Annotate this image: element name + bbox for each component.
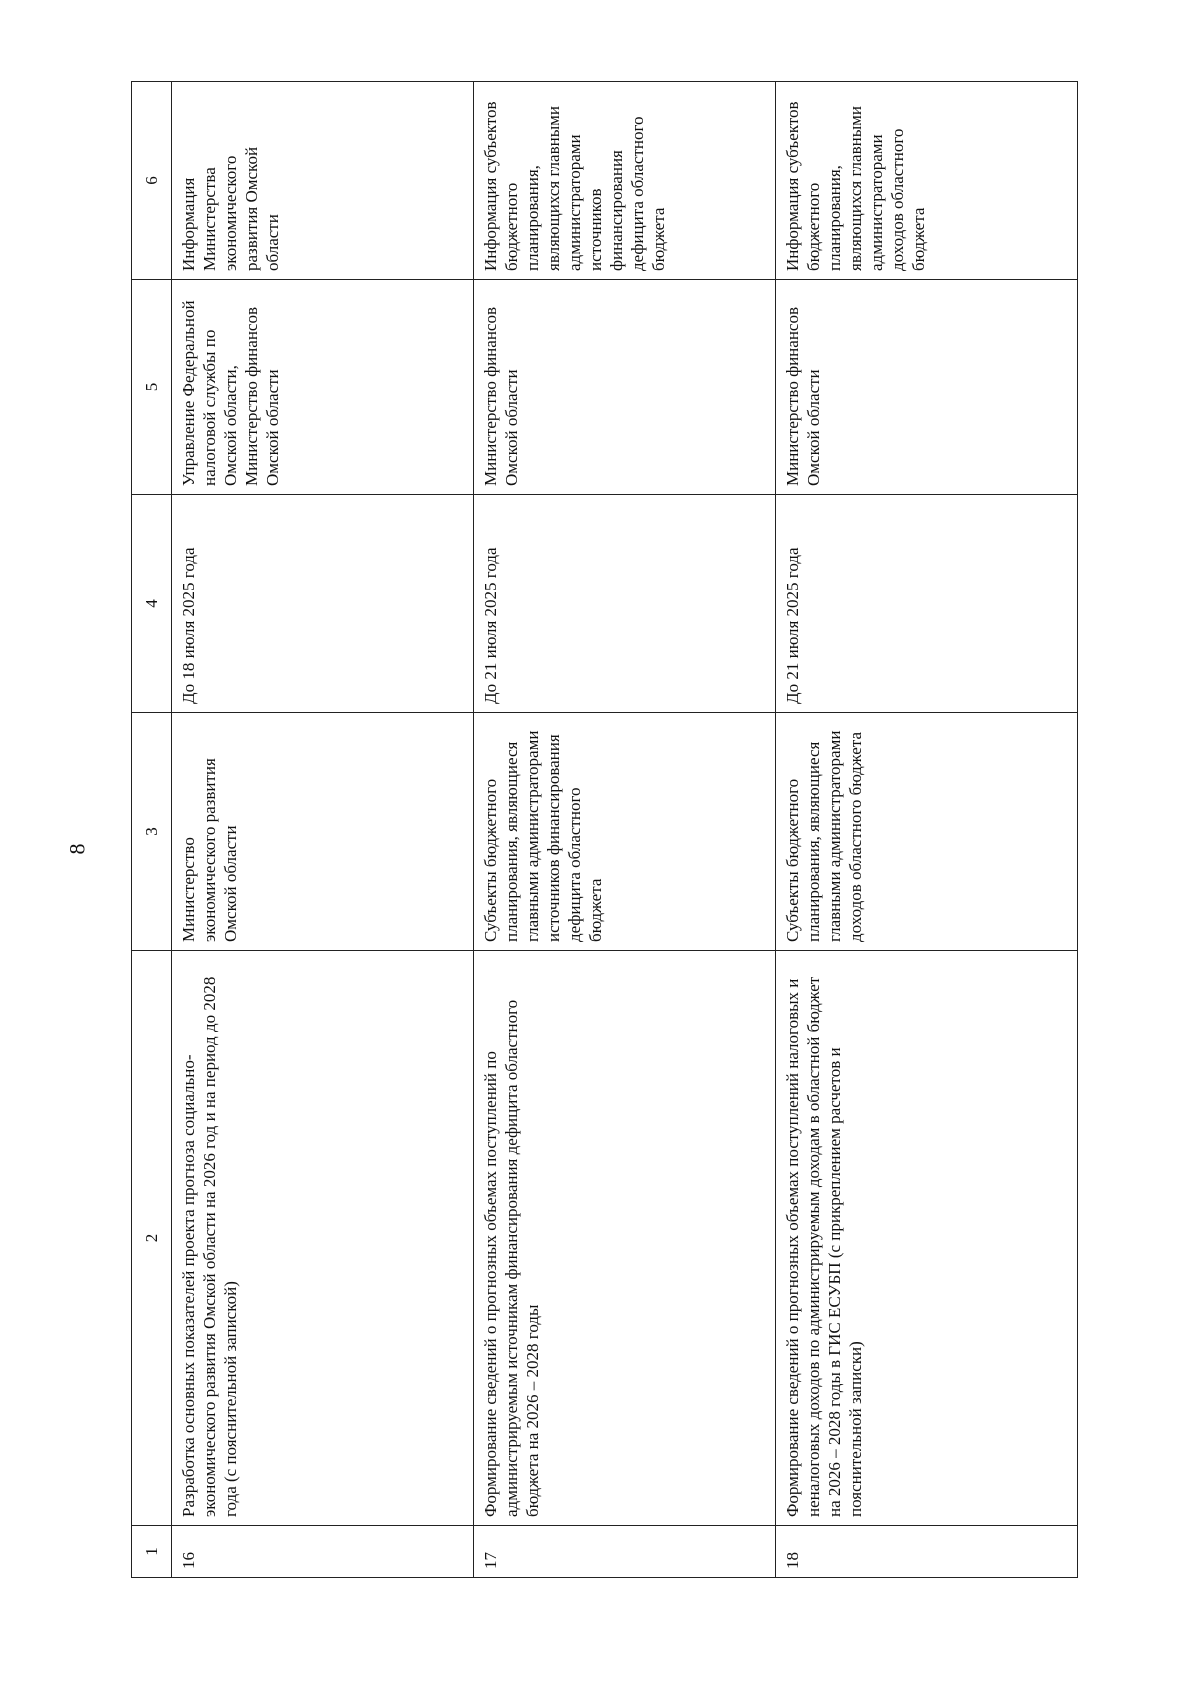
row-number: 18 <box>776 1526 1078 1578</box>
page-number: 8 <box>64 843 90 855</box>
basis-cell: Информация субъектов бюджетного планирования, являющихся главными администраторами доходов областного бюджета <box>776 82 1078 280</box>
basis-cell: Информация субъектов бюджетного планирования, являющихся главными администраторами источников финансирования дефицита областного бюджета <box>474 82 776 280</box>
deadline-cell: До 21 июля 2025 года <box>776 495 1078 713</box>
schedule-table <box>131 81 1078 1578</box>
header-col-6: 6 <box>132 82 172 280</box>
rotated-table-container <box>131 82 1072 1578</box>
executor-cell: Субъекты бюджетного планирования, являющиеся главными администраторами источников финансирования дефицита областного бюджета <box>474 713 776 951</box>
recipient-cell: Министерство финансов Омской области <box>474 280 776 495</box>
table-row <box>776 82 1078 1578</box>
header-col-2: 2 <box>132 951 172 1526</box>
table-row <box>474 82 776 1578</box>
basis-cell: Информация Министерства экономического развития Омской области <box>172 82 474 280</box>
recipient-cell: Управление Федеральной налоговой службы по Омской области, Министерство финансов Омской области <box>172 280 474 495</box>
executor-cell: Министерство экономического развития Омской области <box>172 713 474 951</box>
header-col-4: 4 <box>132 495 172 713</box>
table-row <box>172 82 474 1578</box>
activity-cell: Формирование сведений о прогнозных объемах поступлений по администрируемым источникам финансирования дефицита областного бюджета на 2026 – 2028 годы <box>474 951 776 1526</box>
deadline-cell: До 21 июля 2025 года <box>474 495 776 713</box>
recipient-cell: Министерство финансов Омской области <box>776 280 1078 495</box>
header-col-3: 3 <box>132 713 172 951</box>
activity-cell: Формирование сведений о прогнозных объемах поступлений налоговых и неналоговых доходов по администрируемым доходам в областной бюджет на 2026 – 2028 годы в ГИС ЕСУБП (с прикреплением расчетов и пояснительной записки) <box>776 951 1078 1526</box>
executor-cell: Субъекты бюджетного планирования, являющиеся главными администраторами доходов областного бюджета <box>776 713 1078 951</box>
header-col-1: 1 <box>132 1526 172 1578</box>
row-number: 17 <box>474 1526 776 1578</box>
deadline-cell: До 18 июля 2025 года <box>172 495 474 713</box>
table-header-row <box>132 82 172 1578</box>
header-col-5: 5 <box>132 280 172 495</box>
activity-cell: Разработка основных показателей проекта прогноза социально-экономического развития Омской области на 2026 год и на период до 2028 года (с пояснительной запиской) <box>172 951 474 1526</box>
row-number: 16 <box>172 1526 474 1578</box>
